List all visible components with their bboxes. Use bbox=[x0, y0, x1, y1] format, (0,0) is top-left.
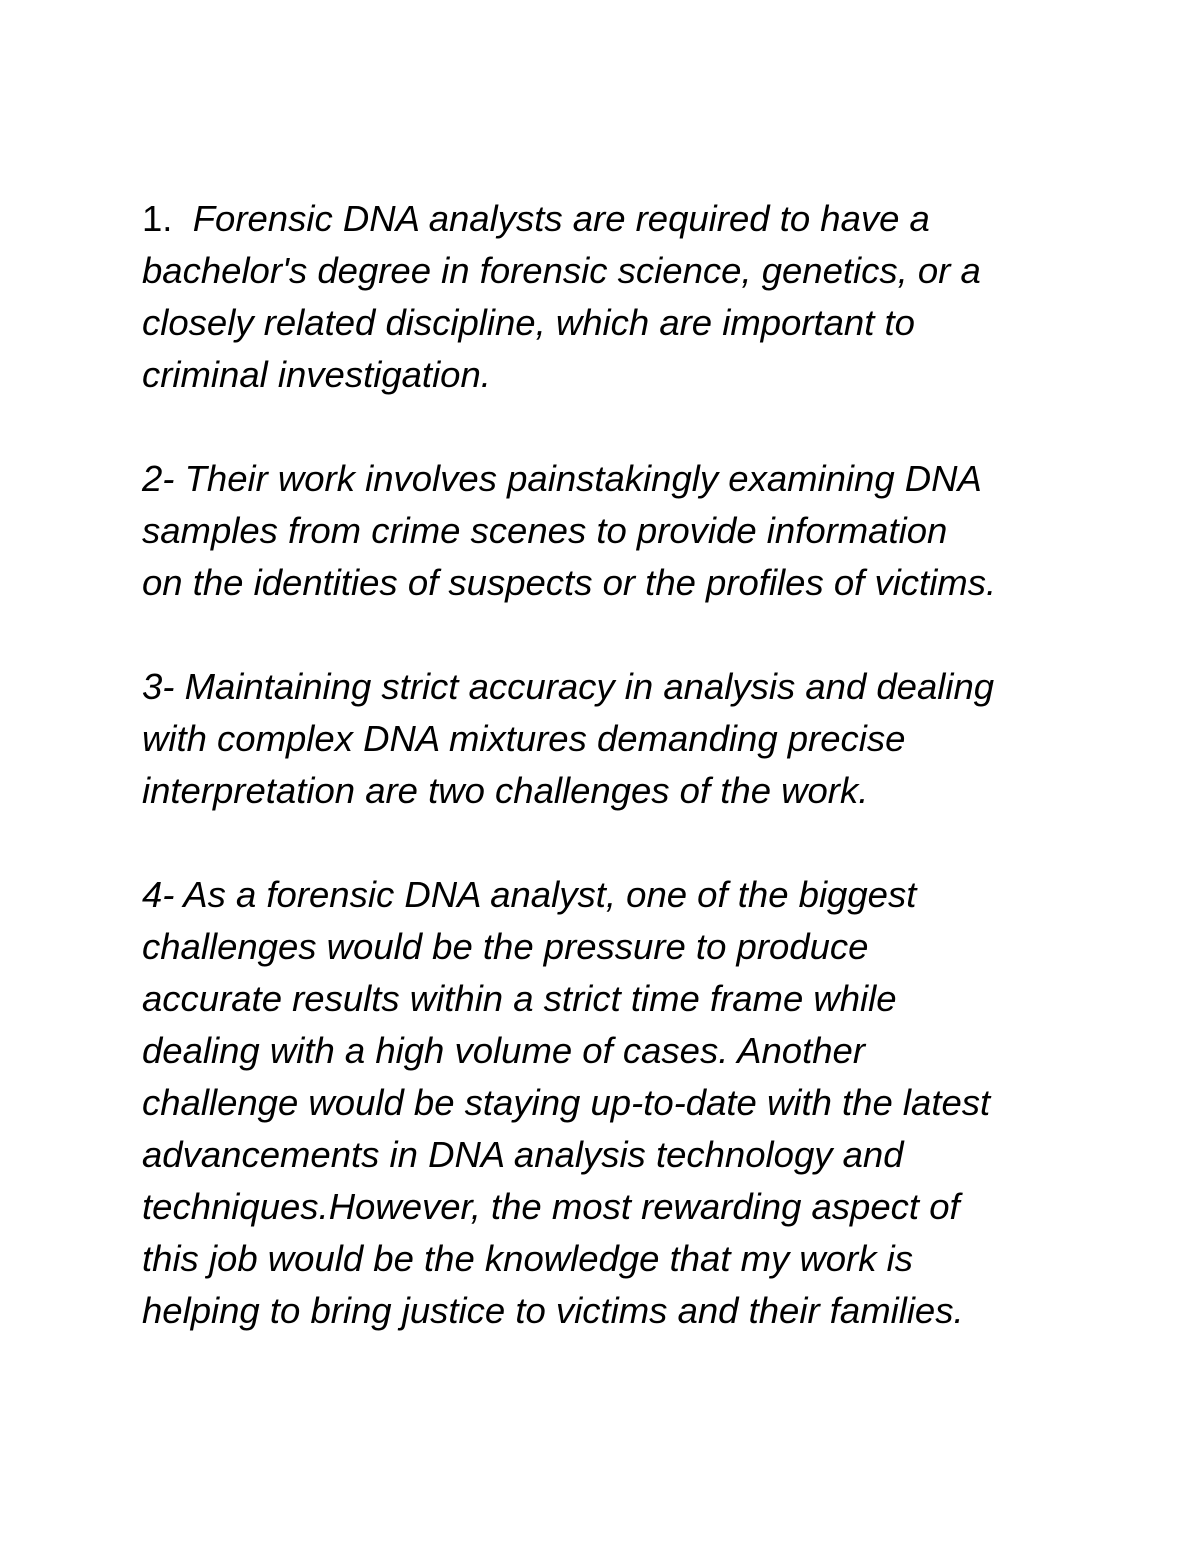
paragraph-line: techniques.However, the most rewarding aspect of bbox=[142, 1186, 960, 1227]
paragraph-line: 2- Their work involves painstakingly examining DNA bbox=[142, 458, 982, 499]
paragraph-line: samples from crime scenes to provide information bbox=[142, 510, 948, 551]
paragraph-2 bbox=[142, 453, 1082, 609]
paragraph-line: closely related discipline, which are important to bbox=[142, 302, 915, 343]
paragraph-line: advancements in DNA analysis technology and bbox=[142, 1134, 904, 1175]
paragraph-1 bbox=[142, 193, 1082, 401]
paragraph-line: criminal investigation. bbox=[142, 354, 491, 395]
paragraph-line: helping to bring justice to victims and their families. bbox=[142, 1290, 964, 1331]
paragraph-line: challenges would be the pressure to produce bbox=[142, 926, 869, 967]
paragraph-line: bachelor's degree in forensic science, genetics, or a bbox=[142, 250, 981, 291]
paragraph-line: with complex DNA mixtures demanding precise bbox=[142, 718, 906, 759]
list-number: 1. bbox=[142, 198, 173, 239]
paragraph-line-text: Forensic DNA analysts are required to have a bbox=[192, 198, 930, 239]
paragraph-line: challenge would be staying up-to-date with the latest bbox=[142, 1082, 991, 1123]
paragraph-line: 3- Maintaining strict accuracy in analysis and dealing bbox=[142, 666, 995, 707]
paragraph-line: on the identities of suspects or the profiles of victims. bbox=[142, 562, 997, 603]
paragraph-line: dealing with a high volume of cases. Another bbox=[142, 1030, 865, 1071]
paragraph-line: 4- As a forensic DNA analyst, one of the biggest bbox=[142, 874, 917, 915]
paragraph-4 bbox=[142, 869, 1082, 1337]
document-body bbox=[142, 193, 1082, 1389]
paragraph-line bbox=[142, 193, 1082, 245]
paragraph-line: interpretation are two challenges of the work. bbox=[142, 770, 869, 811]
paragraph-3 bbox=[142, 661, 1082, 817]
paragraph-line: accurate results within a strict time frame while bbox=[142, 978, 897, 1019]
paragraph-line: this job would be the knowledge that my work is bbox=[142, 1238, 913, 1279]
